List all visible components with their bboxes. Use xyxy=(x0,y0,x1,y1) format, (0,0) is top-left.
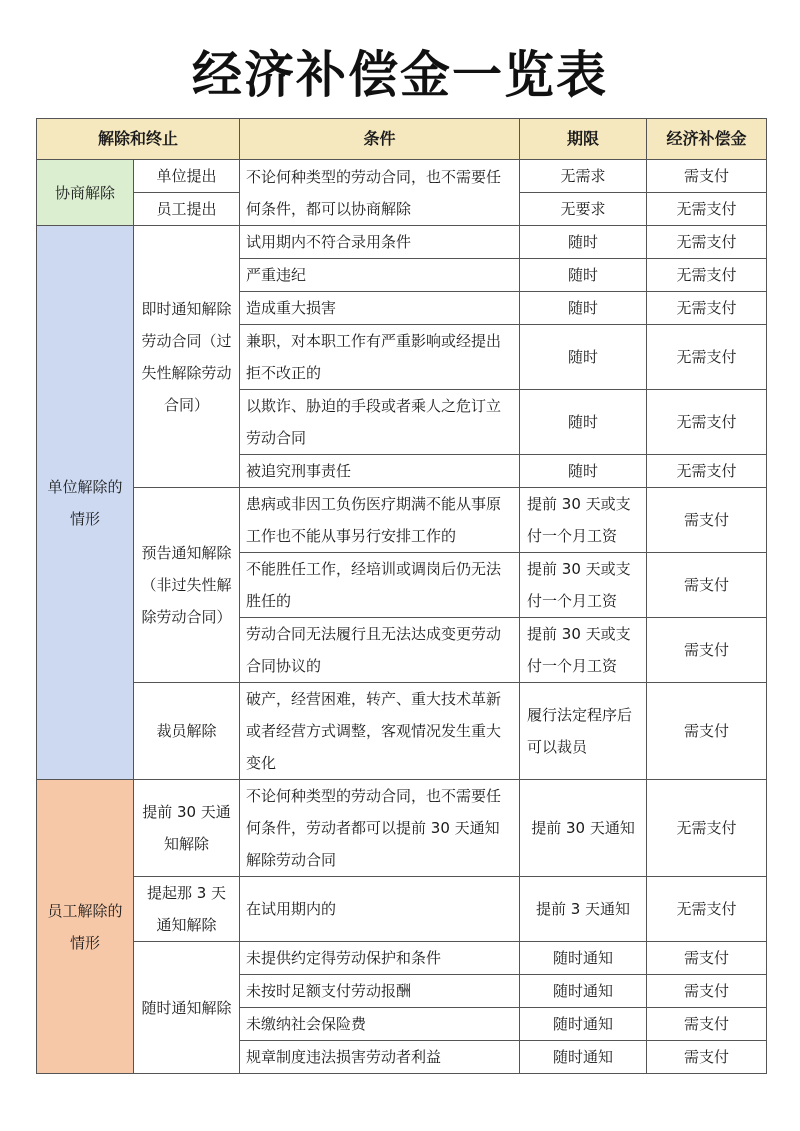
condition-cell: 未提供约定得劳动保护和条件 xyxy=(240,942,520,975)
compensation-cell: 无需支付 xyxy=(647,292,767,325)
category-employee: 员工解除的情形 xyxy=(37,780,134,1074)
compensation-cell: 需支付 xyxy=(647,975,767,1008)
compensation-cell: 需支付 xyxy=(647,553,767,618)
sub-notice-nonfault: 预告通知解除（非过失性解除劳动合同） xyxy=(134,488,240,683)
term-cell: 随时 xyxy=(520,455,647,488)
compensation-cell: 需支付 xyxy=(647,1008,767,1041)
sub-employee-propose: 员工提出 xyxy=(134,193,240,226)
term-cell: 提前 30 天或支付一个月工资 xyxy=(520,618,647,683)
term-cell: 随时通知 xyxy=(520,1041,647,1074)
compensation-cell: 需支付 xyxy=(647,942,767,975)
compensation-table xyxy=(36,118,767,1074)
condition-cell: 以欺诈、胁迫的手段或者乘人之危订立劳动合同 xyxy=(240,390,520,455)
term-cell: 随时 xyxy=(520,292,647,325)
compensation-cell: 无需支付 xyxy=(647,877,767,942)
condition-cell: 兼职，对本职工作有严重影响或经提出拒不改正的 xyxy=(240,325,520,390)
term-cell: 随时通知 xyxy=(520,1008,647,1041)
condition-cell: 严重违纪 xyxy=(240,259,520,292)
sub-immediate-fault: 即时通知解除劳动合同（过失性解除劳动合同） xyxy=(134,226,240,488)
term-cell: 履行法定程序后可以裁员 xyxy=(520,683,647,780)
condition-cell: 规章制度违法损害劳动者利益 xyxy=(240,1041,520,1074)
table-row xyxy=(37,488,767,553)
term-cell: 提前 30 天或支付一个月工资 xyxy=(520,488,647,553)
page-title: 经济补偿金一览表 xyxy=(192,46,608,104)
term-cell: 提前 30 天或支付一个月工资 xyxy=(520,553,647,618)
header-compensation: 经济补偿金 xyxy=(647,119,767,160)
header-category: 解除和终止 xyxy=(37,119,240,160)
condition-cell: 劳动合同无法履行且无法达成变更劳动合同协议的 xyxy=(240,618,520,683)
table-row xyxy=(37,877,767,942)
term-cell: 随时通知 xyxy=(520,975,647,1008)
term-cell: 随时 xyxy=(520,390,647,455)
condition-cell: 破产，经营困难，转产、重大技术革新或者经营方式调整，客观情况发生重大变化 xyxy=(240,683,520,780)
compensation-cell: 无需支付 xyxy=(647,226,767,259)
term-cell: 无需求 xyxy=(520,160,647,193)
condition-cell: 试用期内不符合录用条件 xyxy=(240,226,520,259)
table-row xyxy=(37,942,767,975)
table-row xyxy=(37,226,767,259)
condition-cell: 未缴纳社会保险费 xyxy=(240,1008,520,1041)
header-term: 期限 xyxy=(520,119,647,160)
compensation-cell: 无需支付 xyxy=(647,780,767,877)
table-header-row xyxy=(37,119,767,160)
sub-advance30: 提前 30 天通知解除 xyxy=(134,780,240,877)
condition-cell: 未按时足额支付劳动报酬 xyxy=(240,975,520,1008)
compensation-cell: 需支付 xyxy=(647,488,767,553)
term-cell: 随时 xyxy=(520,226,647,259)
condition-cell: 不能胜任工作，经培训或调岗后仍无法胜任的 xyxy=(240,553,520,618)
compensation-cell: 无需支付 xyxy=(647,259,767,292)
compensation-cell: 无需支付 xyxy=(647,390,767,455)
term-cell: 随时 xyxy=(520,259,647,292)
category-employer: 单位解除的情形 xyxy=(37,226,134,780)
term-cell: 提前 30 天通知 xyxy=(520,780,647,877)
condition-cell: 造成重大损害 xyxy=(240,292,520,325)
term-cell: 无要求 xyxy=(520,193,647,226)
compensation-cell: 需支付 xyxy=(647,160,767,193)
condition-cell: 患病或非因工负伤医疗期满不能从事原工作也不能从事另行安排工作的 xyxy=(240,488,520,553)
condition-cell: 在试用期内的 xyxy=(240,877,520,942)
sub-anytime: 随时通知解除 xyxy=(134,942,240,1074)
compensation-cell: 需支付 xyxy=(647,618,767,683)
term-cell: 提前 3 天通知 xyxy=(520,877,647,942)
condition-cell: 不论何种类型的劳动合同，也不需要任何条件，劳动者都可以提前 30 天通知解除劳动合同 xyxy=(240,780,520,877)
sub-layoff: 裁员解除 xyxy=(134,683,240,780)
table-row xyxy=(37,780,767,877)
term-cell: 随时通知 xyxy=(520,942,647,975)
sub-employer-propose: 单位提出 xyxy=(134,160,240,193)
category-negotiate: 协商解除 xyxy=(37,160,134,226)
sub-advance3: 提起那 3 天通知解除 xyxy=(134,877,240,942)
compensation-cell: 无需支付 xyxy=(647,193,767,226)
compensation-cell: 无需支付 xyxy=(647,325,767,390)
condition-cell: 被追究刑事责任 xyxy=(240,455,520,488)
table-row xyxy=(37,160,767,193)
header-condition: 条件 xyxy=(240,119,520,160)
compensation-cell: 需支付 xyxy=(647,683,767,780)
condition-cell: 不论何种类型的劳动合同，也不需要任何条件，都可以协商解除 xyxy=(240,160,520,226)
compensation-cell: 需支付 xyxy=(647,1041,767,1074)
compensation-cell: 无需支付 xyxy=(647,455,767,488)
term-cell: 随时 xyxy=(520,325,647,390)
